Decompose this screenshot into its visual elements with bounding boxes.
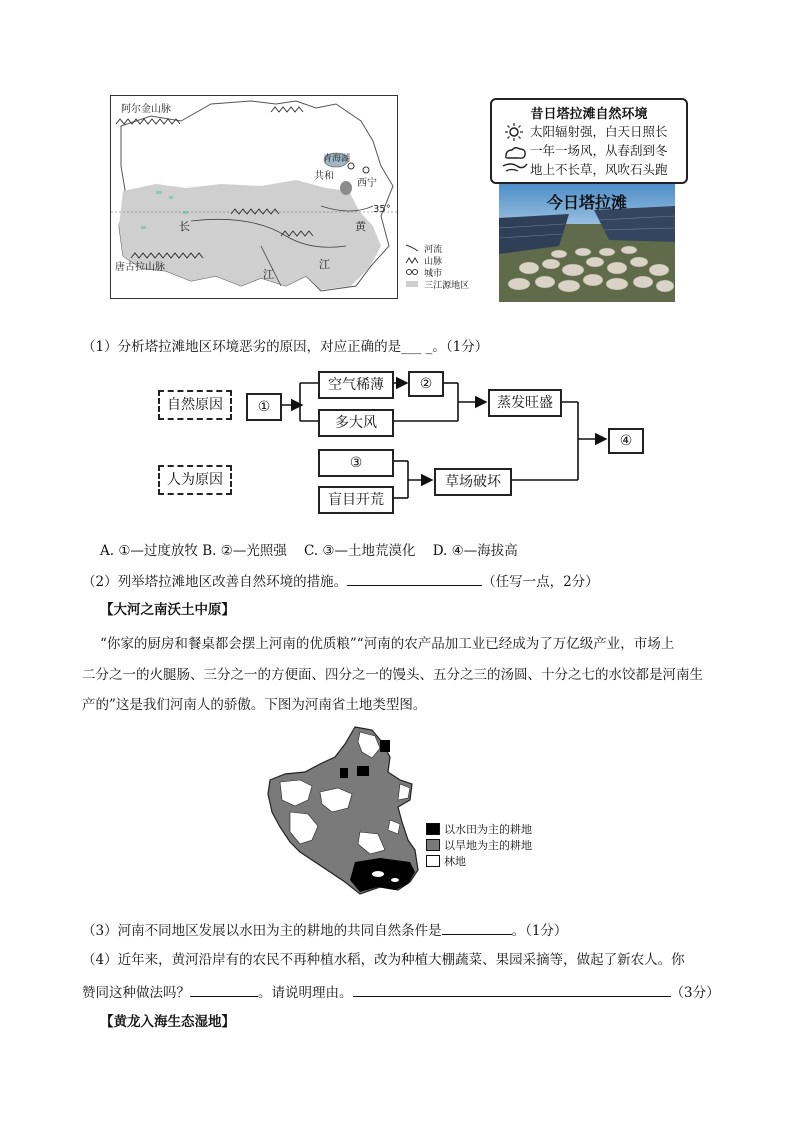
q3-text: （3）河南不同地区发展以水田为主的耕地的共同自然条件是 bbox=[82, 923, 442, 939]
label-jiang2: 江 bbox=[319, 258, 330, 271]
label-jiang1: 江 bbox=[263, 268, 274, 281]
label-tanggula: 唐古拉山脉 bbox=[115, 262, 165, 273]
poem-box bbox=[490, 98, 688, 184]
section-wetland-title: 【黄龙入海生态湿地】 bbox=[100, 1014, 235, 1030]
q1-text: （1）分析塔拉滩地区环境恶劣的原因，对应正确的是___ _。（1分） bbox=[82, 339, 489, 355]
q3-suffix: 。（1分） bbox=[511, 923, 568, 939]
poem-line-1: 太阳辐射强，白天日照长 bbox=[530, 124, 668, 139]
q3-answer-blank[interactable] bbox=[442, 920, 512, 935]
para-line-1: “你家的厨房和餐桌都会摆上河南的优质粮”“河南的农产品加工业已经成为了万亿级产业，市场上 bbox=[100, 636, 675, 652]
legend-city: 城市 bbox=[424, 269, 443, 279]
label-gonghe: 共和 bbox=[314, 171, 334, 182]
region-swatch-icon bbox=[405, 279, 419, 289]
natural-cause-box: 自然原因 bbox=[158, 390, 232, 420]
q4-agree-blank[interactable] bbox=[190, 982, 258, 997]
legend-paddy-swatch bbox=[426, 823, 440, 835]
para-line-2: 二分之一的火腿肠、三分之一的方便面、四分之一的馒头、五分之三的汤圆、十分之七的水饺都是河南生 bbox=[82, 667, 703, 683]
reclaim-box: 盲目开荒 bbox=[318, 486, 394, 514]
sun-icon bbox=[504, 122, 524, 142]
talatan-photo bbox=[499, 184, 675, 302]
henan-map-drawing bbox=[260, 722, 430, 897]
q4-line-1: （4）近年来，黄河沿岸有的农民不再种植水稻，改为种植大棚蔬菜、果园采摘等，做起了新农人。你 bbox=[82, 952, 685, 968]
box-2: ② bbox=[408, 371, 444, 397]
para-line-3: 产的”这是我们河南人的骄傲。下图为河南省土地类型图。 bbox=[82, 697, 427, 713]
label-35: 35° bbox=[373, 204, 391, 215]
wind-cloud-icon bbox=[500, 144, 528, 174]
legend-forest: 林地 bbox=[444, 855, 466, 868]
q3-line bbox=[82, 920, 567, 941]
legend-mountain: 山脉 bbox=[424, 257, 443, 267]
air-box: 空气稀薄 bbox=[318, 371, 394, 399]
box-4: ④ bbox=[608, 428, 644, 454]
q4-text-b: 。请说明理由。 bbox=[258, 985, 353, 1001]
grassland-box: 草场破坏 bbox=[434, 468, 512, 496]
q4-text-a: 赞同这种做法吗？ bbox=[82, 985, 190, 1001]
legend-paddy: 以水田为主的耕地 bbox=[444, 823, 532, 836]
legend-sanjiangyuan: 三江源地区 bbox=[424, 281, 470, 291]
q2-suffix: （任写一点，2分） bbox=[482, 574, 599, 590]
q2-answer-blank[interactable] bbox=[347, 571, 482, 586]
poem-line-3: 地上不长草，风吹石头跑 bbox=[530, 162, 668, 177]
poem-lines bbox=[530, 122, 668, 179]
henan-land-map bbox=[260, 722, 550, 902]
q4-text-c: （3分） bbox=[670, 985, 720, 1001]
label-chang: 长 bbox=[179, 220, 190, 233]
poem-line-2: 一年一场风，从春刮到冬 bbox=[530, 143, 668, 158]
map1-legend-outer bbox=[405, 237, 485, 291]
section-henan-title: 【大河之南沃土中原】 bbox=[100, 602, 235, 618]
cause-flowchart bbox=[150, 365, 680, 515]
q2-text: （2）列举塔拉滩地区改善自然环境的措施。 bbox=[82, 574, 348, 590]
q4-reason-blank[interactable] bbox=[353, 982, 671, 997]
q2-line bbox=[82, 571, 599, 592]
box-1: ① bbox=[246, 393, 282, 421]
legend-dry-swatch bbox=[426, 839, 440, 851]
label-qinghai-lake: 青海湖 bbox=[323, 154, 351, 164]
wind-box: 多大风 bbox=[318, 409, 394, 437]
evaporation-box: 蒸发旺盛 bbox=[488, 389, 562, 417]
legend-river: 河流 bbox=[424, 245, 443, 255]
poem-title: 昔日塔拉滩自然环境 bbox=[530, 107, 648, 122]
human-cause-box: 人为原因 bbox=[158, 465, 232, 495]
qinghai-map bbox=[110, 95, 398, 299]
q4-line-2 bbox=[82, 982, 720, 1003]
photo-caption: 今日塔拉滩 bbox=[546, 193, 627, 212]
legend-forest-swatch bbox=[426, 855, 440, 867]
box-3: ③ bbox=[318, 449, 394, 477]
legend-dry: 以旱地为主的耕地 bbox=[444, 839, 532, 852]
label-xining: 西宁 bbox=[357, 178, 377, 189]
label-huang: 黄 bbox=[355, 220, 366, 233]
q1-options: A. ①—过度放牧 B. ②—光照强 C. ③—土地荒漠化 D. ④—海拔高 bbox=[100, 543, 518, 559]
label-altun: 阿尔金山脉 bbox=[121, 104, 171, 115]
